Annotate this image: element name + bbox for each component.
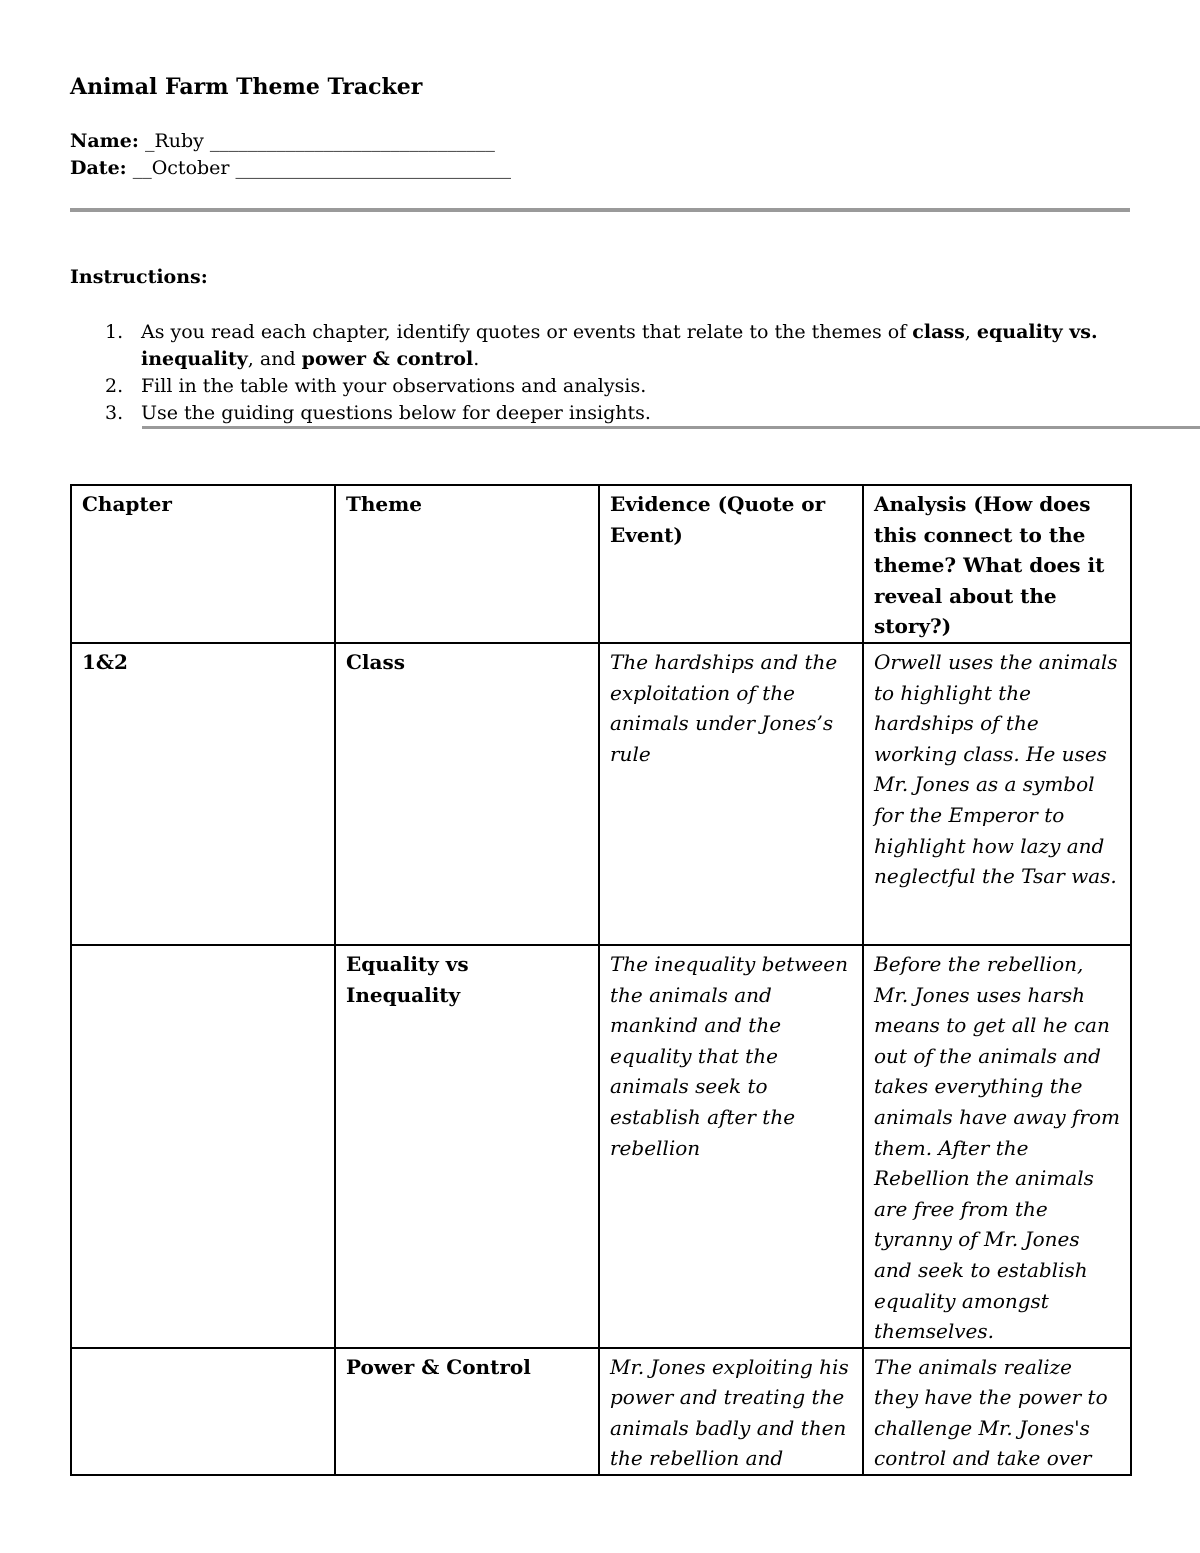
name-label: Name: <box>70 130 139 152</box>
date-value: __October _____________________________ <box>132 157 512 179</box>
instruction-item <box>100 373 1100 400</box>
table-row <box>71 945 1131 1348</box>
table-header-row <box>71 485 1131 643</box>
instruction-text: , <box>964 321 977 343</box>
analysis-cell: Orwell uses the animals to highlight the hardships of the working class. He uses Mr. Jones as a symbol for the Emperor to highlight how lazy and neglectful the Tsar was. <box>863 643 1131 945</box>
theme-tracker-table <box>70 484 1132 1476</box>
theme-cell: Equality vs Inequality <box>335 945 599 1348</box>
horizontal-divider <box>70 208 1130 212</box>
evidence-cell: The inequality between the animals and mankind and the equality that the animals seek to establish after the rebellion <box>599 945 863 1348</box>
instruction-number: 2. <box>105 375 124 397</box>
keyword-equality: equality vs. inequality <box>141 321 1098 370</box>
instructions-heading: Instructions: <box>70 266 208 288</box>
instruction-item <box>100 319 1100 373</box>
table-row <box>71 1348 1131 1475</box>
page-title: Animal Farm Theme Tracker <box>70 74 423 100</box>
evidence-cell: The hardships and the exploitation of the animals under Jones’s rule <box>599 643 863 945</box>
theme-cell: Power & Control <box>335 1348 599 1475</box>
name-value: _Ruby ______________________________ <box>144 130 495 152</box>
date-line <box>70 157 511 179</box>
instruction-text: , and <box>247 348 302 370</box>
instruction-number: 3. <box>105 402 124 424</box>
instruction-text: Use the guiding questions below for deeper insights. <box>141 402 651 424</box>
name-line <box>70 130 495 152</box>
horizontal-divider <box>142 426 1200 429</box>
analysis-cell: The animals realize they have the power to challenge Mr. Jones's control and take over <box>863 1348 1131 1475</box>
keyword-class: class <box>912 321 965 343</box>
column-header-theme: Theme <box>335 485 599 643</box>
theme-cell: Class <box>335 643 599 945</box>
evidence-cell: Mr. Jones exploiting his power and treating the animals badly and then the rebellion and <box>599 1348 863 1475</box>
instructions-list <box>100 319 1100 427</box>
chapter-cell: 1&2 <box>71 643 335 945</box>
column-header-analysis: Analysis (How does this connect to the theme? What does it reveal about the story?) <box>863 485 1131 643</box>
date-label: Date: <box>70 157 127 179</box>
instruction-text: Fill in the table with your observations and analysis. <box>141 375 647 397</box>
analysis-cell: Before the rebellion, Mr. Jones uses harsh means to get all he can out of the animals and takes everything the animals have away from them. After the Rebellion the animals are free from the tyranny of Mr. Jones and seek to establish equality amongst themselves. <box>863 945 1131 1348</box>
column-header-chapter: Chapter <box>71 485 335 643</box>
instruction-text: . <box>473 348 480 370</box>
chapter-cell <box>71 1348 335 1475</box>
keyword-power: power & control <box>301 348 474 370</box>
instruction-item <box>100 400 1100 427</box>
chapter-cell <box>71 945 335 1348</box>
instruction-number: 1. <box>105 321 124 343</box>
column-header-evidence: Evidence (Quote or Event) <box>599 485 863 643</box>
instruction-text: As you read each chapter, identify quotes or events that relate to the themes of <box>141 321 913 343</box>
table-row <box>71 643 1131 945</box>
